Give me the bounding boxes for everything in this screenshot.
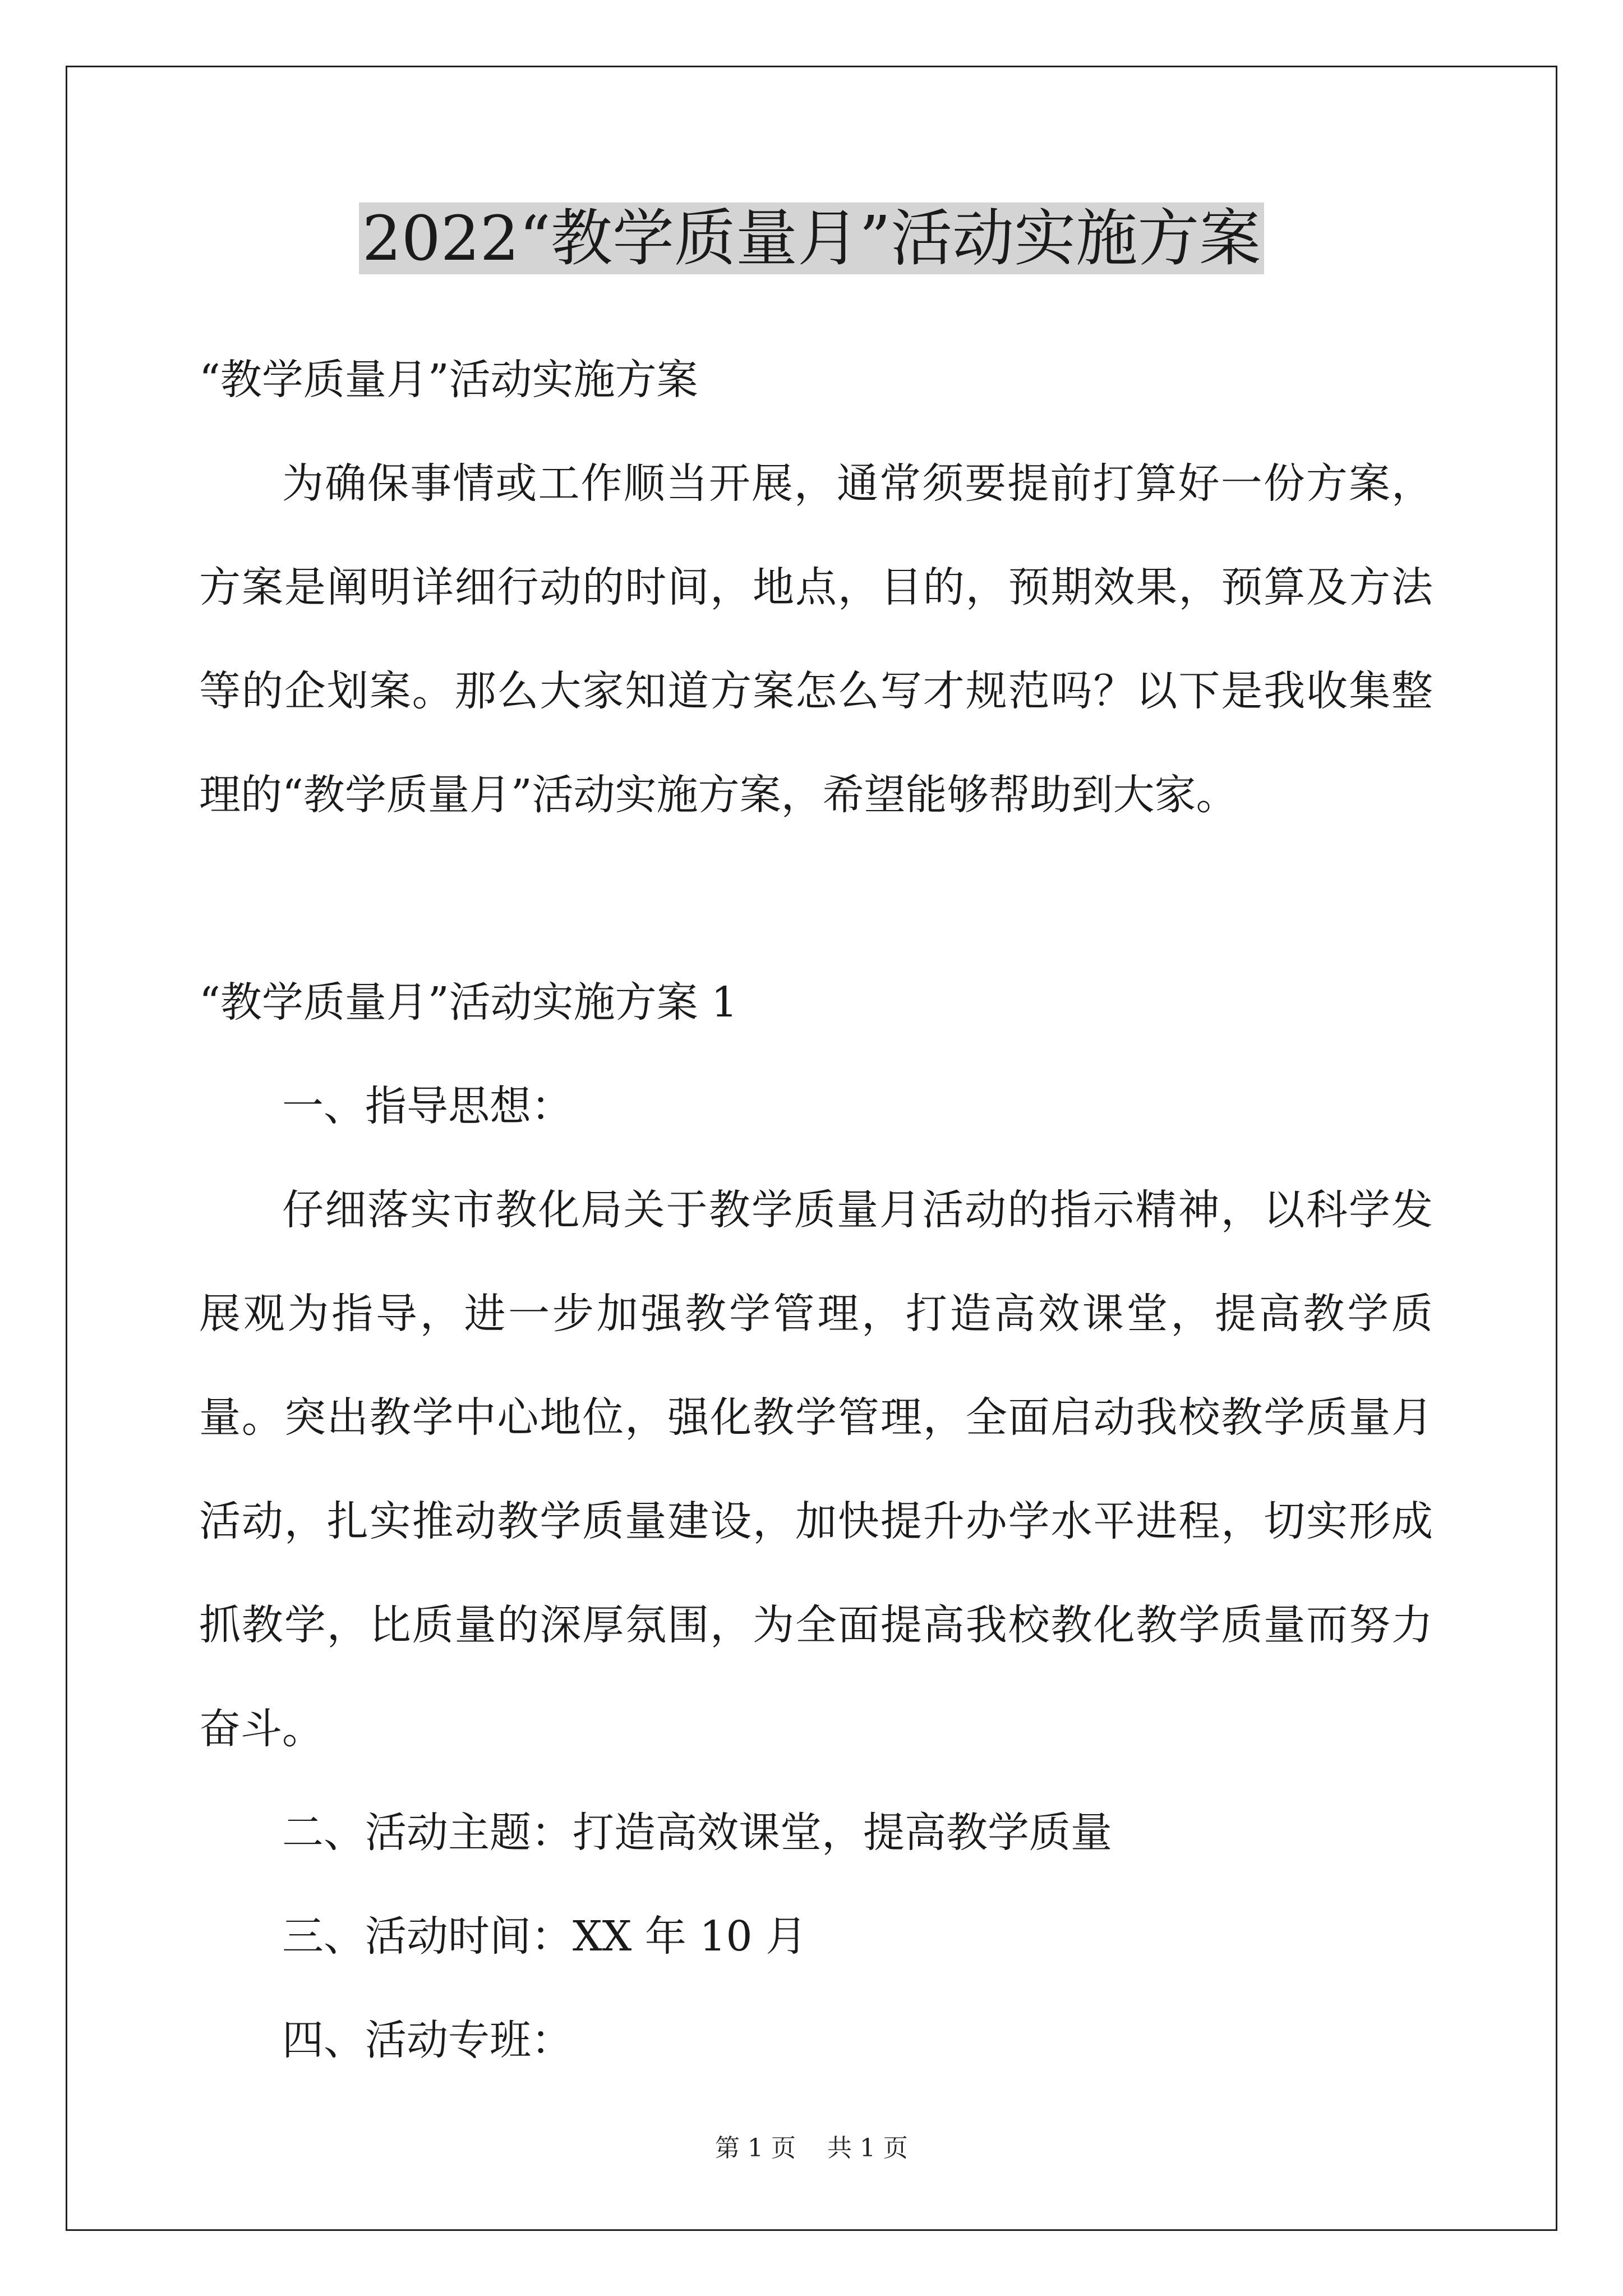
page-footer: 第 1 页 共 1 页 [715, 2134, 908, 2162]
item1-paragraph: 仔细落实市教化局关于教学质量月活动的指示精神，以科学发展观为指导，进一步加强教学管理，打造高效课堂，提高教学质量。突出教学中心地位，强化教学管理，全面启动我校教学质量月活动，扎实推动教学质量建设，加快提升办学水平进程，切实形成抓教学，比质量的深厚氛围，为全面提高我校教化教学质量而努力奋斗。 [199, 1186, 1433, 1753]
document-title-text: 2022“教学质量月”活动实施方案 [359, 203, 1264, 274]
item1-heading: 一、指导思想： [282, 1082, 573, 1130]
intro-paragraph: 为确保事情或工作顺当开展，通常须要提前打算好一份方案，方案是阐明详细行动的时间，地点，目的，预期效果，预算及方法等的企划案。那么大家知道方案怎么写才规范吗？以下是我收集整理的“教学质量月”活动实施方案，希望能够帮助到大家。 [199, 459, 1433, 819]
item3-paragraph: 三、活动时间：XX 年 10 月 [282, 1912, 808, 1961]
item4-paragraph: 四、活动专班： [282, 2016, 573, 2064]
document-body [199, 328, 1433, 2092]
item2-paragraph: 二、活动主题：打造高效课堂，提高教学质量 [282, 1809, 1112, 1857]
section-heading: “教学质量月”活动实施方案 1 [199, 978, 738, 1027]
document-title [0, 199, 1623, 278]
subtitle: “教学质量月”活动实施方案 [199, 356, 698, 404]
